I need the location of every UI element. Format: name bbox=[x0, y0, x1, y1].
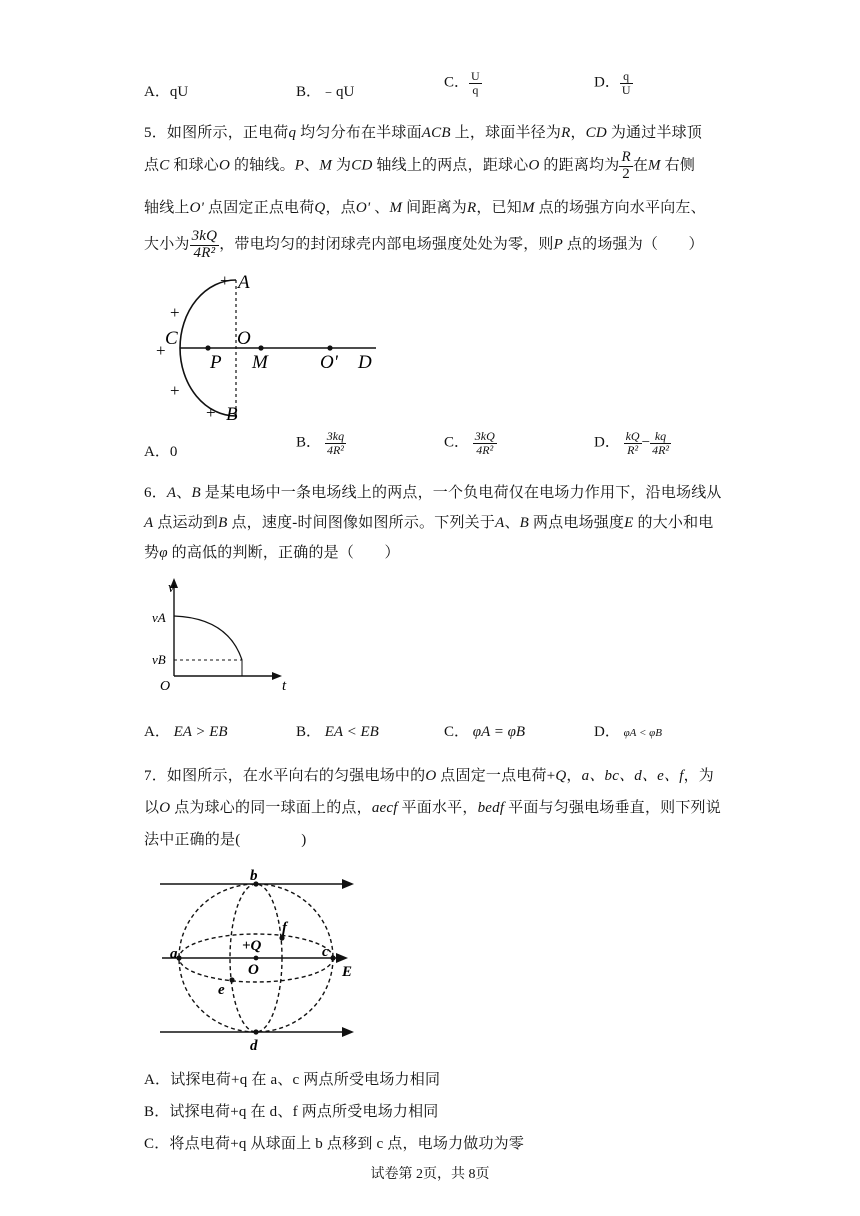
q4-option-d bbox=[594, 70, 633, 96]
q6-option-d: D． φA < φB bbox=[594, 724, 662, 740]
q5-line-4: 大小为 $\frac{3kQ}{\text{4R²}}$ ，带电均匀的封闭球壳内部电场强度处处为零，则P 点的场强为（ ） bbox=[144, 228, 704, 261]
option-label: D． bbox=[594, 74, 620, 91]
fraction-3kq-over-4r2: $\frac{3kQ}{\text{4R²}}$ bbox=[191, 228, 218, 261]
fraction-3kq-over-4r2: $\frac{3kQ}{\text{4R²}}$ bbox=[474, 429, 495, 457]
fraction-q-over-u: $\frac{q}{U}$ bbox=[621, 69, 631, 97]
fig5-plus: + bbox=[170, 303, 180, 322]
q5-line-1: 5．如图所示，正电荷q 均匀分布在半球面ACB 上，球面半径为R，CD 为通过半球顶 bbox=[144, 125, 703, 141]
label-vb: vB bbox=[152, 652, 166, 667]
axis-label-v: v bbox=[168, 580, 175, 596]
option-text: ﹣qU bbox=[321, 84, 355, 100]
axis-label-t: t bbox=[282, 678, 287, 694]
fig7-label-plus-q: +Q bbox=[242, 938, 262, 954]
q5-option-a: A．0 bbox=[144, 444, 178, 460]
q7-line-1: 7．如图所示，在水平向右的匀强电场中的O 点固定一点电荷+Q，a、bc、d、e、f，为 bbox=[144, 768, 715, 784]
q4-option-c bbox=[444, 70, 482, 96]
q7-option-a: A．试探电荷+q 在 a、c 两点所受电场力相同 bbox=[144, 1072, 441, 1088]
fig7-label-b: b bbox=[250, 868, 258, 884]
q7-option-b: B．试探电荷+q 在 d、f 两点所受电场力相同 bbox=[144, 1104, 439, 1120]
q7-option-c: C．将点电荷+q 从球面上 b 点移到 c 点，电场力做功为零 bbox=[144, 1136, 525, 1152]
origin-label: O bbox=[160, 679, 171, 694]
option-label: C． bbox=[444, 74, 470, 91]
q5-line-2: 点C 和球心O 的轴线。P、M 为CD 轴线上的两点，距球心O 的距离均为 $\frac{R}{2}$ 在M 右侧 bbox=[144, 149, 696, 182]
fraction-kq-over-4r2: $\frac{kq}{\text{4R²}}$ bbox=[652, 429, 669, 457]
option-label: A． bbox=[144, 84, 170, 100]
q6-line-1: 6．A、B 是某电场中一条电场线上的两点，一个负电荷仅在电场力作用下，沿电场线从 bbox=[144, 485, 722, 501]
q5-option-c: C． $\frac{3kQ}{\text{4R²}}$ bbox=[444, 429, 495, 457]
fig5-plus: + bbox=[170, 381, 180, 400]
fraction-kq-over-r2: $\frac{kQ}{\text{R²}}$ bbox=[625, 429, 640, 457]
fig7-label-a: a bbox=[170, 946, 178, 962]
fig5-label-o-prime: O' bbox=[320, 352, 338, 373]
sphere-field-figure bbox=[152, 866, 372, 1058]
option-label: B． bbox=[296, 84, 322, 100]
option-text: qU bbox=[169, 84, 189, 100]
q6-line-2: A 点运动到B 点，速度-时间图像如图所示。下列关于A、B 两点电场强度E 的大小和电 bbox=[144, 515, 714, 531]
fig5-label-p: P bbox=[210, 352, 222, 373]
q6-option-c: C． φA = φB bbox=[444, 724, 526, 740]
q4-option-b bbox=[296, 80, 354, 101]
fig7-label-c: c bbox=[322, 944, 329, 960]
fraction-3kq-over-4r2: $\frac{3kq}{\text{4R²}}$ bbox=[326, 429, 345, 457]
fig5-label-c: C bbox=[165, 328, 178, 349]
fig5-plus: + bbox=[220, 271, 230, 290]
q4-option-a bbox=[144, 80, 188, 101]
q5-line-3: 轴线上O' 点固定正点电荷Q，点O' 、M 间距离为R，已知M 点的场强方向水平向左、 bbox=[144, 200, 706, 216]
fig5-label-o: O bbox=[237, 328, 251, 349]
fraction-r-over-2: $\frac{R}{2}$ bbox=[621, 149, 631, 182]
fig5-plus: + bbox=[206, 403, 216, 422]
page-footer: 试卷第 2页，共 8页 bbox=[370, 1167, 490, 1182]
fig5-label-m: M bbox=[252, 352, 268, 373]
fig7-label-e-field: E bbox=[342, 964, 353, 980]
velocity-time-graph bbox=[148, 572, 298, 696]
hemisphere-figure bbox=[150, 268, 390, 428]
fraction-u-over-q: $\frac{U}{q}$ bbox=[471, 69, 480, 97]
q6-line-3: 势φ 的高低的判断，正确的是（ ） bbox=[144, 545, 400, 561]
fig7-label-f: f bbox=[282, 920, 287, 936]
fig7-label-o: O bbox=[248, 962, 259, 978]
fig5-plus: + bbox=[156, 341, 166, 360]
fig7-label-d: d bbox=[250, 1038, 258, 1054]
q6-option-a: A． EA > EB bbox=[144, 724, 228, 740]
q6-option-b: B． EA < EB bbox=[296, 724, 379, 740]
fig7-label-e: e bbox=[218, 982, 225, 998]
fig5-label-b: B bbox=[226, 404, 238, 425]
fig5-label-a: A bbox=[238, 272, 250, 293]
label-va: vA bbox=[152, 610, 166, 625]
q7-line-3: 法中正确的是( ) bbox=[144, 832, 307, 848]
q7-line-2: 以O 点为球心的同一球面上的点，aecf 平面水平，bedf 平面与匀强电场垂直，则下列说 bbox=[144, 800, 721, 816]
fig5-label-d: D bbox=[358, 352, 372, 373]
q5-option-d: D． $\frac{kQ}{\text{R²}}$ − $\frac{kq}{\text{4R²}}$ bbox=[594, 429, 669, 457]
q5-option-b: B． $\frac{3kq}{\text{4R²}}$ bbox=[296, 429, 345, 457]
